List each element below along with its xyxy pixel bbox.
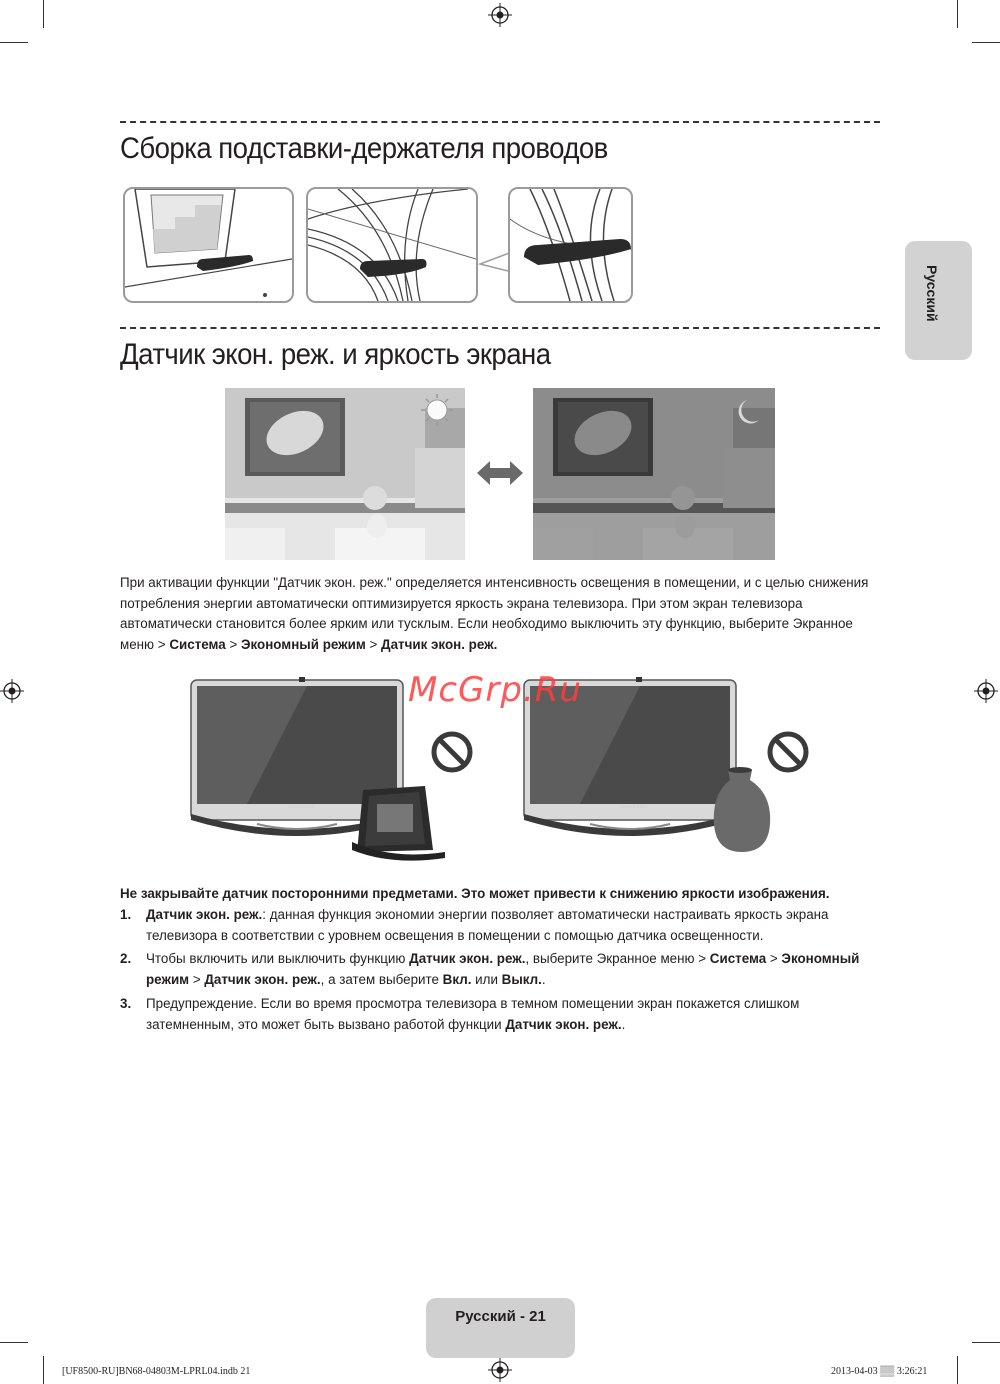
menu-path-system: Система xyxy=(709,951,767,966)
crop-mark xyxy=(0,1342,28,1343)
warning-text: Не закрывайте датчик посторонними предметами. Это может привести к снижению яркости изображения. xyxy=(120,886,830,901)
term-eco-sensor: Датчик экон. реж. xyxy=(146,907,263,922)
registration-mark-icon xyxy=(488,3,512,27)
list-number: 1. xyxy=(120,907,132,922)
list-text: Предупреждение. Если во время просмотра телевизора в темном помещении экран покажется слишком затемненным, это может быть вызвано работой функции xyxy=(146,996,800,1032)
tv-samsung-logo-left: SAMSUNG xyxy=(288,804,316,809)
assembly-step-3-zoom-illustration xyxy=(508,187,633,303)
menu-path-separator: > xyxy=(365,636,382,652)
section-title-cable-holder: Сборка подставки-держателя проводов xyxy=(120,132,608,165)
menu-path-eco-sensor: Датчик экон. реж. xyxy=(204,971,321,987)
list-text: Чтобы включить или выключить функцию xyxy=(146,951,410,966)
term-eco-sensor: Датчик экон. реж. xyxy=(409,951,526,966)
menu-path-system: Система xyxy=(169,636,226,652)
crop-mark xyxy=(43,0,44,28)
assembly-step-1-illustration xyxy=(123,187,294,303)
tv-samsung-logo-right: SAMSUNG xyxy=(621,804,649,809)
list-text: . xyxy=(621,1016,626,1032)
option-off: Выкл. xyxy=(501,971,542,987)
assembly-step-2-illustration xyxy=(306,187,478,303)
print-slug-date: 2013-04-03 ▒▒ 3:26:21 xyxy=(831,1366,928,1377)
crop-mark xyxy=(43,1356,44,1384)
room-bright-photo xyxy=(225,388,465,560)
section-title-eco-sensor: Датчик экон. реж. и яркость экрана xyxy=(120,338,551,371)
list-text: или xyxy=(471,971,502,987)
menu-path-separator: > xyxy=(766,951,782,966)
intro-text: При активации функции "Датчик экон. реж." определяется интенсивность освещения в помещении, и с целью снижения потребления энергии автоматически оптимизируется яркость экрана телевизора. При этом экран телевизора автоматически становится более ярким или тусклым. Если необходимо выключить эту функцию, выберите Экранное меню > xyxy=(120,575,869,652)
term-eco-sensor: Датчик экон. реж. xyxy=(505,1016,622,1032)
crop-mark xyxy=(0,42,28,43)
print-slug-file: [UF8500-RU]BN68-04803M-LPRL04.indb 21 xyxy=(62,1366,251,1377)
page-footer-tab xyxy=(426,1298,575,1358)
menu-path-separator: > xyxy=(225,636,241,652)
list-item-2 xyxy=(120,949,885,990)
section-divider xyxy=(120,327,880,329)
crop-mark xyxy=(972,42,1000,43)
watermark: McGrp.Ru xyxy=(408,670,582,710)
menu-path-separator: > xyxy=(189,971,205,987)
crop-mark xyxy=(957,1356,958,1384)
registration-mark-icon xyxy=(0,679,24,703)
registration-mark-icon xyxy=(488,1358,512,1382)
registration-mark-icon xyxy=(974,679,998,703)
zoom-callout-pointer xyxy=(478,250,512,274)
double-arrow-icon xyxy=(477,460,523,486)
page-number: Русский - 21 xyxy=(455,1308,546,1325)
intro-paragraph xyxy=(120,573,885,655)
list-item-1 xyxy=(120,905,885,946)
list-number: 2. xyxy=(120,951,132,966)
menu-path-eco: Экономный режим xyxy=(240,636,366,652)
language-side-tab-label: Русский xyxy=(924,265,940,322)
language-side-tab xyxy=(905,241,972,360)
section-divider xyxy=(120,121,880,123)
list-text: , а затем выберите xyxy=(320,971,443,987)
crop-mark xyxy=(972,1342,1000,1343)
crop-mark xyxy=(957,0,958,28)
list-text: : данная функция экономии энергии позволяет автоматически настраивать яркость экрана телевизора в соответствии с уровнем освещения в помещении с помощью датчика освещенности. xyxy=(146,907,829,943)
list-item-3 xyxy=(120,994,885,1035)
menu-path-eco-sensor: Датчик экон. реж. xyxy=(381,636,498,652)
menu-path-eco: Экономный режим xyxy=(146,951,860,987)
list-number: 3. xyxy=(120,996,132,1011)
list-text: . xyxy=(541,971,546,987)
option-on: Вкл. xyxy=(442,971,472,987)
list-text: , выберите Экранное меню > xyxy=(525,951,710,966)
room-dark-photo xyxy=(533,388,775,560)
